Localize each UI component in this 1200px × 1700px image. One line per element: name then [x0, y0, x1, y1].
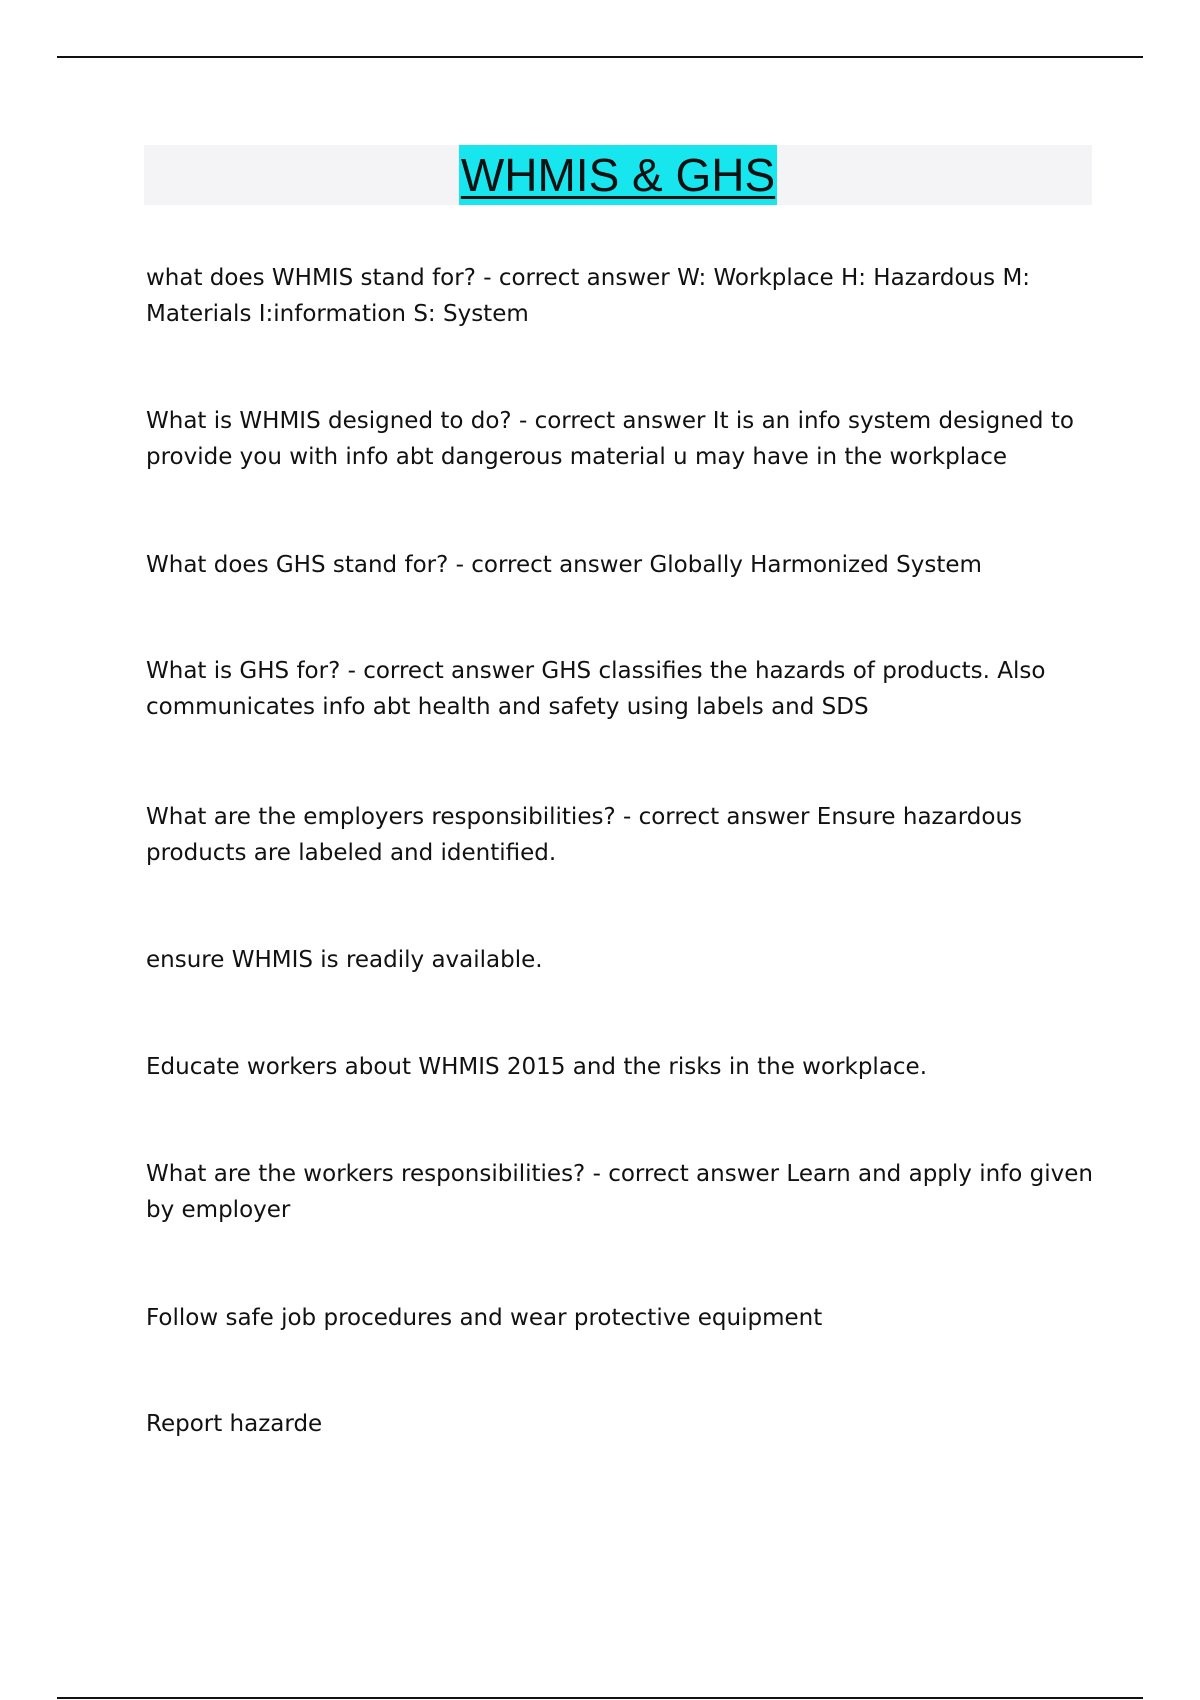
- qa-entry-8: What are the workers responsibilities? - correct answer Learn and apply info given by employer: [146, 1161, 1093, 1223]
- qa-entry-1: what does WHMIS stand for? - correct answer W: Workplace H: Hazardous M: Materials I:information S: System: [146, 265, 1031, 327]
- qa-entry-4: What is GHS for? - correct answer GHS classifies the hazards of products. Also communicates info abt health and safety using labels and SDS: [146, 658, 1046, 720]
- title-band: [144, 145, 1092, 205]
- qa-entry-7: Educate workers about WHMIS 2015 and the risks in the workplace.: [146, 1054, 928, 1080]
- qa-entry-5: What are the employers responsibilities? - correct answer Ensure hazardous products are labeled and identified.: [146, 804, 1023, 866]
- qa-entry-6: ensure WHMIS is readily available.: [146, 947, 543, 973]
- qa-entry-10: Report hazarde: [146, 1411, 323, 1437]
- page-top-rule: [57, 56, 1143, 58]
- qa-entry-2: What is WHMIS designed to do? - correct answer It is an info system designed to provide you with info abt dangerous material u may have in the workplace: [146, 408, 1074, 470]
- qa-entry-3: What does GHS stand for? - correct answer Globally Harmonized System: [146, 552, 982, 578]
- document-title: WHMIS & GHS: [459, 145, 777, 205]
- qa-entry-9: Follow safe job procedures and wear protective equipment: [146, 1305, 823, 1331]
- page-bottom-rule: [57, 1697, 1143, 1699]
